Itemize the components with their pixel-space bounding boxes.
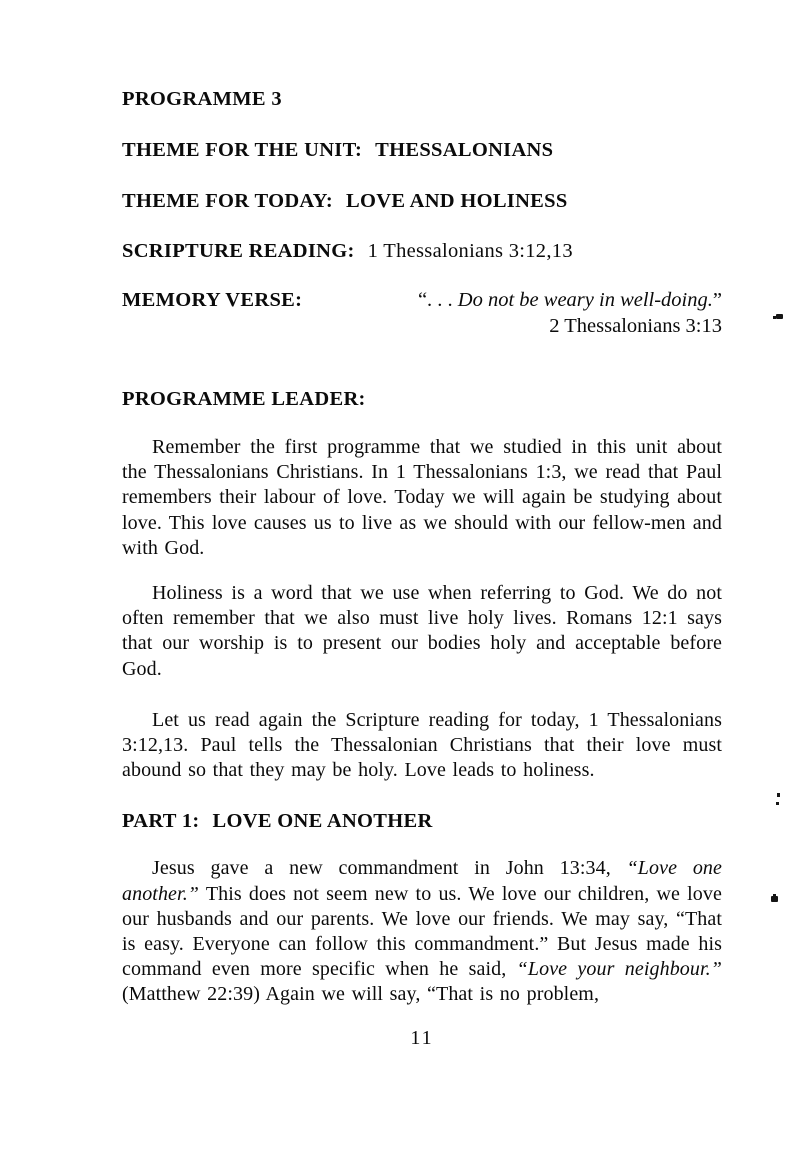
theme-today-label: THEME FOR TODAY: — [122, 190, 333, 212]
part-1-value: LOVE ONE ANOTHER — [212, 810, 433, 833]
paragraph-1 — [122, 435, 722, 561]
part-1-heading — [122, 809, 722, 834]
paragraph-4-text-1: Jesus gave a new commandment in John 13:34, — [152, 857, 627, 880]
theme-unit-value: THESSALONIANS — [375, 139, 554, 161]
ink-speck — [771, 896, 778, 902]
paragraph-2 — [122, 581, 722, 682]
programme-heading-text: PROGRAMME 3 — [122, 88, 282, 110]
programme-heading — [122, 87, 722, 112]
paragraph-3-text: Let us read again the Scripture reading for today, 1 Thessalonians 3:12,13. Paul tells the Thessalonian Christians that their love must abound so that they may be holy. Love leads to holiness. — [122, 708, 722, 782]
paragraph-4 — [122, 856, 722, 1007]
memory-verse-line — [122, 287, 722, 313]
paragraph-1-text: Remember the first programme that we studied in this unit about the Thessalonians Christians. In 1 Thessalonians 1:3, we read that Paul remembers their labour of love. Today we will again be studying about love. This love causes us to live as we should with our fellow-men and with God. — [122, 436, 722, 559]
theme-unit-label: THEME FOR THE UNIT: — [122, 139, 363, 161]
part-1-label: PART 1: — [122, 810, 200, 833]
memory-quote-suffix: ” — [712, 289, 722, 311]
memory-quote-italic: Do not be weary in well-doing. — [457, 289, 713, 311]
paragraph-4-text-3: (Matthew 22:39) Again we will say, “That is no problem, — [122, 983, 600, 1006]
theme-today-value: LOVE AND HOLINESS — [346, 190, 568, 212]
ink-speck — [776, 802, 779, 805]
paragraph-3 — [122, 708, 722, 784]
scripture-value: 1 Thessalonians 3:12,13 — [367, 240, 573, 262]
memory-verse-quote — [418, 287, 722, 313]
programme-leader-text: PROGRAMME LEADER: — [122, 388, 366, 410]
text-block — [122, 87, 722, 1050]
memory-quote-prefix: “. . . — [417, 289, 458, 311]
memory-verse-reference: 2 Thessalonians 3:13 — [549, 315, 722, 337]
paragraph-4-italic-1: “Love one another.” — [122, 857, 722, 905]
scripture-reading-heading — [122, 239, 722, 264]
ink-speck — [777, 793, 780, 797]
memory-verse-label: MEMORY VERSE: — [122, 289, 303, 311]
scripture-label: SCRIPTURE READING: — [122, 240, 355, 262]
page-number: 11 — [410, 1026, 434, 1049]
theme-today-heading — [122, 189, 722, 214]
paragraph-4-italic-2: “Love your neighbour.” — [516, 958, 722, 981]
paragraph-2-text: Holiness is a word that we use when referring to God. We do not often remember that we also must live holy lives. Romans 12:1 says that our worship is to present our bodies holy and acceptable before God. — [122, 582, 722, 680]
programme-leader-heading — [122, 387, 722, 412]
theme-unit-heading — [122, 138, 722, 163]
paragraph-4-text-2: This does not seem new to us. We love our children, we love our husbands and our parents. We love our friends. We may say, “That is easy. Everyone can follow this commandment.” But Jesus made his command even more specific when he said, — [122, 882, 722, 981]
memory-verse-block — [122, 287, 722, 339]
ink-speck — [776, 314, 783, 319]
